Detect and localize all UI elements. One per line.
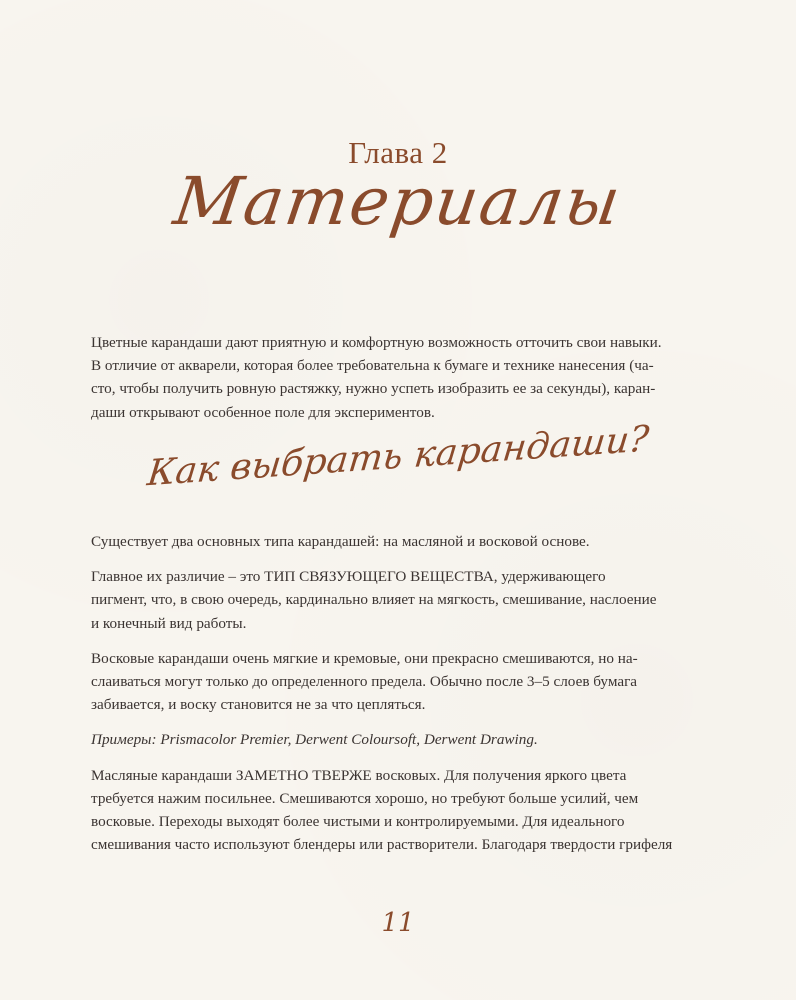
body-text [91, 530, 711, 868]
paragraph-line: Примеры: Prismacolor Premier, Derwent Coloursoft, Derwent Drawing. [91, 731, 538, 749]
paragraph-line: забивается, и воску становится не за что цепляться. [91, 696, 426, 714]
paragraph-line: Главное их различие – это ТИП СВЯЗУЮЩЕГО ВЕЩЕСТВА, удерживающего [91, 568, 606, 586]
paragraph-line: слаиваться могут только до определенного предела. Обычно после 3–5 слоев бумага [91, 673, 638, 691]
paragraph-wax [91, 647, 711, 717]
paragraph-difference [91, 565, 711, 635]
page-number: 11 [381, 908, 415, 938]
intro-line: В отличие от акварели, которая более требовательна к бумаге и технике нанесения (ча- [91, 357, 654, 375]
paragraph-types [91, 530, 711, 553]
paragraph-line: Масляные карандаши ЗАМЕТНО ТВЕРЖЕ восковых. Для получения яркого цвета [91, 766, 627, 784]
paragraph-line: пигмент, что, в свою очередь, кардинально влияет на мягкость, смешивание, наслоение [91, 591, 657, 609]
paragraph-line: требуется нажим посильнее. Смешиваются хорошо, но требуют больше усилий, чем [91, 789, 639, 807]
paragraph-line: Восковые карандаши очень мягкие и кремовые, они прекрасно смешиваются, но на- [91, 649, 638, 667]
paragraph-oil [91, 764, 711, 857]
section-title: Как выбрать карандаши? [145, 418, 651, 495]
paragraph-line: восковые. Переходы выходят более чистыми и контролируемыми. Для идеального [91, 813, 625, 831]
intro-line: сто, чтобы получить ровную растяжку, нужно успеть изобразить ее за секунды), каран- [91, 380, 656, 398]
intro-paragraph [91, 331, 711, 424]
chapter-title: Материалы [169, 163, 627, 240]
paragraph-line: Существует два основных типа карандашей: на масляной и восковой основе. [91, 533, 590, 550]
paragraph-line: смешивания часто используют блендеры или растворители. Благодаря твердости грифеля [91, 836, 673, 854]
paragraph-line: и конечный вид работы. [91, 614, 247, 632]
intro-line: даши открывают особенное поле для экспериментов. [91, 403, 435, 421]
chapter-label: Глава 2 [348, 135, 448, 170]
intro-line: Цветные карандаши дают приятную и комфортную возможность отточить свои навыки. [91, 334, 662, 351]
paragraph-examples [91, 728, 711, 751]
